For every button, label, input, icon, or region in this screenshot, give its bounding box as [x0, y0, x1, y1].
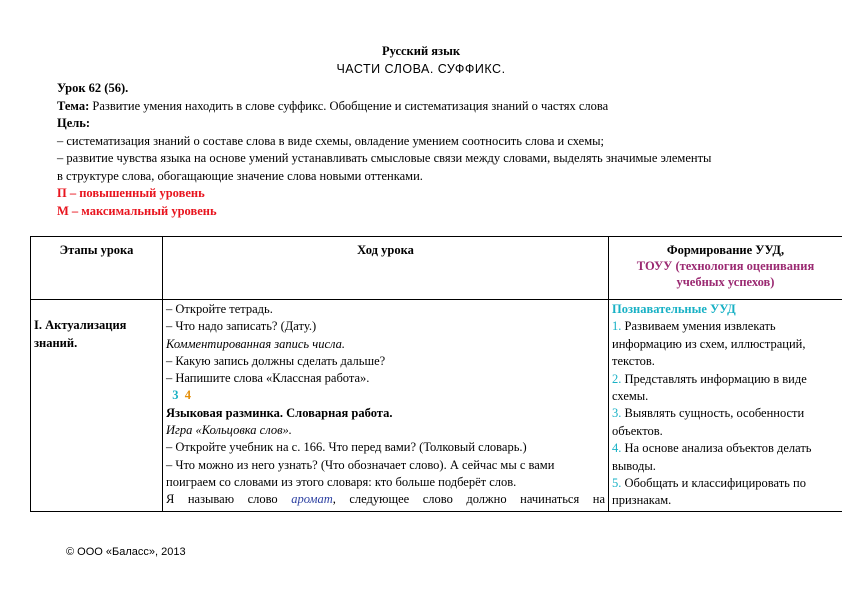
lesson-theme — [57, 98, 608, 116]
lesson-plan-table — [30, 236, 842, 512]
theme-text: Развитие умения находить в слове суффикс. Обобщение и систематизация знаний о частях слова — [89, 98, 609, 113]
slide-numbers — [166, 387, 605, 404]
process-line: – Напишите слова «Классная работа». — [166, 371, 370, 386]
process-line: Игра «Кольцовка слов». — [166, 423, 292, 438]
copyright-footer: © ООО «Баласс», 2013 — [66, 546, 186, 558]
uud-item: 3. Выявлять сущность, особенности — [612, 406, 805, 421]
uud-cell — [609, 300, 842, 512]
stage-name: I. Актуализация знаний. — [34, 318, 127, 350]
uud-item: объектов. — [612, 423, 663, 438]
process-cell — [163, 300, 609, 512]
toyu-header-line-2: учебных успехов) — [676, 275, 775, 289]
goal-line-1: – систематизация знаний о составе слова в виде схемы, овладение умением соотносить слова и схемы; — [57, 133, 604, 148]
process-line: Я называю слово аромат, следующее слово должно начинаться на — [166, 492, 605, 507]
slide-number: 4 — [184, 388, 191, 403]
toyu-header-line-1: ТОУУ (технология оценивания — [636, 259, 815, 273]
uud-category-title: Познавательные УУД — [612, 302, 736, 316]
goal-line-2: – развитие чувства языка на основе умений устанавливать смысловые связи между словами, выделять значимые элементы — [57, 151, 712, 165]
uud-item: выводы. — [612, 458, 656, 473]
process-line: – Что надо записать? (Дату.) — [166, 319, 317, 334]
header-process: Ход урока — [163, 237, 609, 300]
table-header-row — [31, 237, 842, 300]
header-stages: Этапы урока — [31, 237, 163, 300]
process-line: Комментированная запись числа. — [166, 336, 345, 351]
process-line: – Откройте учебник на с. 166. Что перед вами? (Толковый словарь.) — [166, 440, 527, 455]
uud-header-title: Формирование УУД, — [666, 243, 785, 257]
process-line: Языковая разминка. Словарная работа. — [166, 405, 393, 420]
subject-title: Русский язык — [381, 44, 461, 58]
uud-item: текстов. — [612, 354, 655, 369]
process-line: – Какую запись должны сделать дальше? — [166, 353, 386, 368]
uud-item: схемы. — [612, 389, 649, 404]
uud-item: признакам. — [612, 493, 672, 508]
lesson-topic-title: ЧАСТИ СЛОВА. СУФФИКС. — [336, 62, 506, 76]
header-uud — [609, 237, 842, 300]
stage-cell — [31, 300, 163, 512]
uud-item: 5. Обобщать и классифицировать по — [612, 476, 806, 491]
lesson-number: Урок 62 (56). — [57, 81, 129, 95]
goal-line-3: в структуре слова, обогащающие значение слова новыми оттенками. — [57, 168, 423, 183]
uud-item: информацию из схем, иллюстраций, — [612, 336, 806, 351]
uud-item: 4. На основе анализа объектов делать — [612, 441, 812, 456]
process-line: поиграем со словами из этого словаря: кто больше подберёт слов. — [166, 474, 517, 489]
level-m-legend: М – максимальный уровень — [57, 203, 217, 218]
uud-item: 2. Представлять информацию в виде — [612, 371, 807, 386]
process-line: – Откройте тетрадь. — [166, 302, 273, 316]
table-row — [31, 300, 842, 512]
theme-label: Тема: — [57, 98, 90, 113]
level-p-legend: П – повышенный уровень — [57, 186, 205, 200]
goal-label: Цель: — [57, 116, 91, 130]
uud-item: 1. Развиваем умения извлекать — [612, 319, 776, 334]
process-line: – Что можно из него узнать? (Что обозначает слово). А сейчас мы с вами — [166, 457, 555, 472]
highlighted-word: аромат — [291, 492, 333, 507]
slide-number: 3 — [172, 388, 179, 403]
